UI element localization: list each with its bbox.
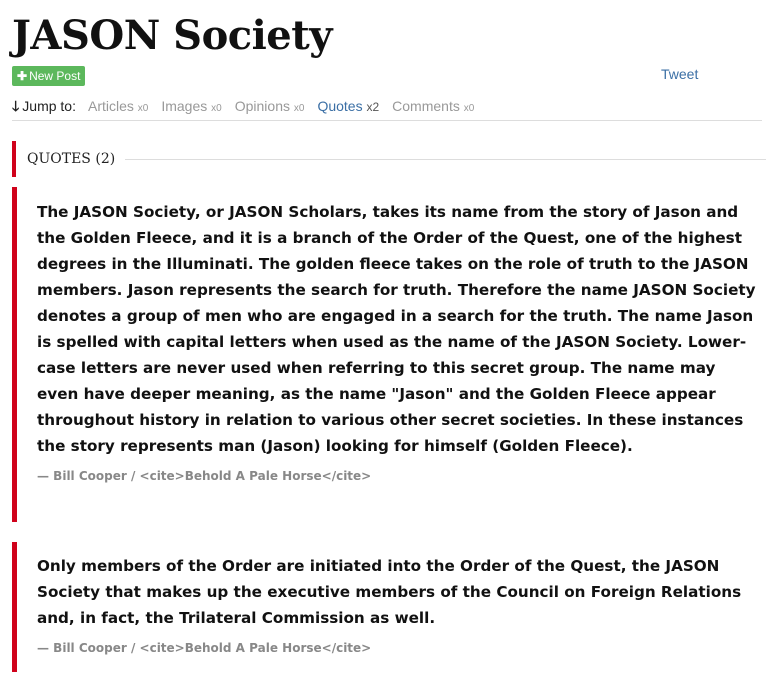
section-divider [125, 159, 766, 160]
quote-block [12, 542, 762, 672]
quote-attribution: — Bill Cooper / <cite>Behold A Pale Horse</cite> [37, 641, 372, 655]
jump-count-comments: x0 [463, 103, 475, 114]
jump-link-comments[interactable]: Comments x0 [392, 98, 475, 114]
quote-block [12, 187, 762, 522]
plus-icon: ✚ [17, 69, 28, 83]
section-header-quotes [12, 141, 766, 177]
section-heading: QUOTES (2) [27, 151, 116, 167]
page-title: JASON Society [12, 12, 332, 59]
jump-count-quotes: x2 [366, 100, 380, 114]
jump-bar [12, 96, 487, 120]
jump-link-opinions[interactable]: Opinions x0 [234, 98, 305, 114]
new-post-label: New Post [29, 69, 81, 83]
jump-count-images: x0 [211, 103, 222, 114]
jump-count-opinions: x0 [293, 103, 305, 114]
jump-link-images[interactable]: Images x0 [161, 98, 222, 114]
new-post-button[interactable] [12, 66, 85, 86]
jump-link-quotes[interactable]: Quotes x2 [317, 98, 380, 114]
jump-label: Jump to: [22, 98, 76, 114]
jump-link-articles[interactable]: Articles x0 [87, 98, 149, 114]
quote-text: The JASON Society, or JASON Scholars, takes its name from the story of Jason and the Golden Fleece, and it is a branch of the Order of the Quest, one of the highest degrees in the Illuminati. The golden fleece takes on the role of truth to the JASON members. Jason represents the search for truth. Therefore the name JASON Society denotes a group of men who are engaged in a search for the truth. The name Jason is spelled with capital letters when used as the name of the JASON Society. Lower-case letters are never used when referring to this secret group. The name may even have deeper meaning, as the name "Jason" and the Golden Fleece appear throughout history in relation to various other secret societies. In these instances the story represents man (Jason) looking for himself (Golden Fleece). [37, 203, 756, 455]
arrow-down-icon: 🡓 [12, 98, 20, 114]
quote-attribution: — Bill Cooper / <cite>Behold A Pale Horse</cite> [37, 469, 372, 483]
jump-count-articles: x0 [137, 103, 149, 114]
tweet-link[interactable]: Tweet [661, 66, 699, 82]
quote-text: Only members of the Order are initiated into the Order of the Quest, the JASON Society that makes up the executive members of the Council on Foreign Relations and, in fact, the Trilateral Commission as well. [37, 557, 742, 627]
divider [12, 120, 762, 121]
